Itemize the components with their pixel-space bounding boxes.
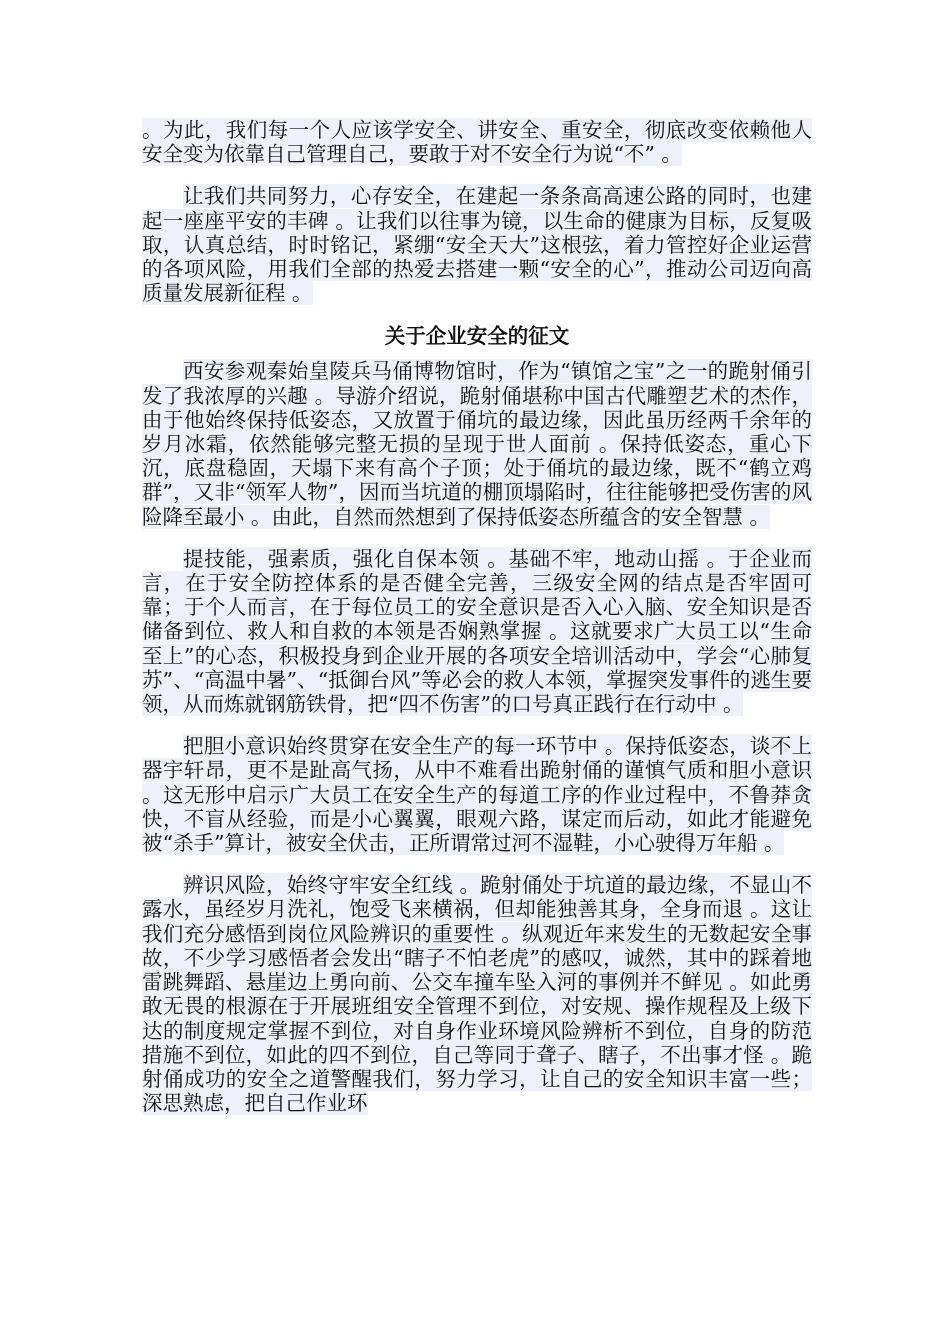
paragraph <box>142 873 812 1115</box>
paragraph <box>142 184 812 305</box>
article-title: 关于企业安全的征文 <box>384 324 570 349</box>
paragraph-text: 让我们共同努力，心存安全，在建起一条条高高速公路的同时，也建起一座座平安的丰碑 。让我们以往事为镜，以生命的健康为目标，反复吸取，认真总结，时时铭记，紧绷“安全天大”这根弦，着力管控好企业运营的各项风险，用我们全部的热爱去搭建一颗“安全的心”，推动公司迈向高质量发展新征程 。 <box>142 184 812 306</box>
paragraph <box>142 359 812 528</box>
paragraph-text: 辨识风险，始终守牢安全红线 。跪射俑处于坑道的最边缘，不显山不露水，虽经岁月洗礼，饱受飞来横祸，但却能独善其身，全身而退 。这让我们充分感悟到岗位风险辨识的重要性 。纵观近年来发生的无数起安全事故，不少学习感悟者会发出“瞎子不怕老虎”的感叹，诚然，其中的踩着地雷跳舞蹈、悬崖边上勇向前、公交车撞车坠入河的事例并不鲜见 。如此勇敢无畏的根源在于开展班组安全管理不到位，对安规、操作规程及上级下达的制度规定掌握不到位，对自身作业环境风险辨析不到位，自身的防范措施不到位，如此的四不到位，自己等同于聋子、瞎子，不出事才怪 。跪射俑成功的安全之道警醒我们，努力学习，让自己的安全知识丰富一些；深思熟虑，把自己作业环 <box>142 873 812 1116</box>
paragraph-continuation <box>142 118 812 166</box>
paragraph-text: 把胆小意识始终贯穿在安全生产的每一环节中 。保持低姿态，谈不上器宇轩昂，更不是趾高气扬，从中不难看出跪射俑的谨慎气质和胆小意识 。这无形中启示广大员工在安全生产的每道工序的作业过程中，不鲁莽贪快，不盲从经验，而是小心翼翼，眼观六路，谋定而后动，如此才能避免被“杀手”算计，被安全伏击，正所谓常过河不湿鞋，小心驶得万年船 。 <box>142 734 812 856</box>
document-page <box>142 118 812 1133</box>
paragraph-text: 。为此，我们每一个人应该学安全、讲安全、重安全，彻底改变依赖他人安全变为依靠自己管理自己，要敢于对不安全行为说“不” 。 <box>142 118 812 167</box>
paragraph-text: 西安参观秦始皇陵兵马俑博物馆时，作为“镇馆之宝”之一的跪射俑引发了我浓厚的兴趣 。导游介绍说，跪射俑堪称中国古代雕塑艺术的杰作，由于他始终保持低姿态，又放置于俑坑的最边缘，因此虽历经两千余年的岁月冰霜，依然能够完整无损的呈现于世人面前 。保持低姿态，重心下沉，底盘稳固，天塌下来有高个子顶；处于俑坑的最边缘，既不“鹤立鸡群”，又非“领军人物”，因而当坑道的棚顶塌陷时，往往能够把受伤害的风险降至最小 。由此，自然而然想到了保持低姿态所蕴含的安全智慧 。 <box>142 359 812 529</box>
paragraph <box>142 734 812 855</box>
paragraph-text: 提技能，强素质，强化自保本领 。基础不牢，地动山摇 。于企业而言，在于安全防控体系的是否健全完善，三级安全网的结点是否牢固可靠；于个人而言，在于每位员工的安全意识是否入心入脑、安全知识是否储备到位、救人和自救的本领是否娴熟掌握 。这就要求广大员工以“生命至上”的心态，积极投身到企业开展的各项安全培训活动中，学会“心肺复苏”、“高温中暑”、“抵御台风”等必会的救人本领，掌握突发事件的逃生要领，从而炼就钢筋铁骨，把“四不伤害”的口号真正践行在行动中 。 <box>142 546 812 717</box>
paragraph <box>142 547 812 716</box>
